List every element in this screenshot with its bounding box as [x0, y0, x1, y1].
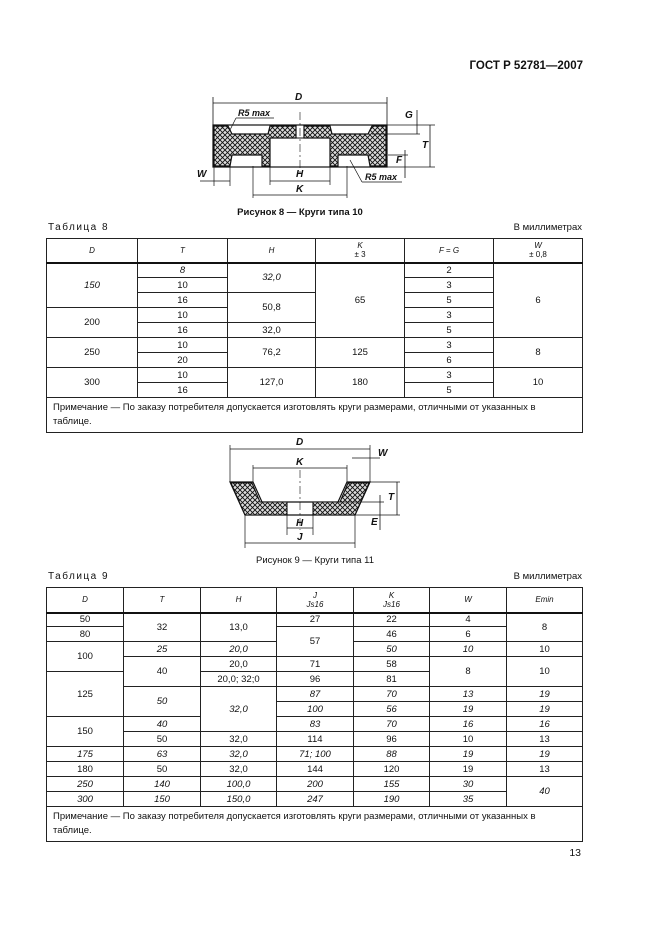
label-H: H [296, 169, 304, 180]
table-row: 16 5 [47, 383, 583, 398]
label-W-fig9: W [378, 448, 388, 459]
label-T-fig9: T [388, 492, 395, 503]
label-T: T [422, 140, 429, 151]
th-T: T [138, 239, 228, 263]
table-row: 150 8 32,0 65 2 6 [47, 263, 583, 278]
label-R5-top: R5 max [238, 108, 271, 118]
table-row: 50 32,0 87 70 13 19 [47, 687, 583, 702]
table-8-label: Таблица 8 [48, 222, 110, 233]
th-H: H [228, 239, 316, 263]
table-row: 300 150 150,0 247 190 35 [47, 792, 583, 807]
figure-8-caption: Рисунок 8 — Круги типа 10 [237, 207, 363, 218]
label-D: D [295, 92, 303, 103]
th-W: W ± 0,8 [494, 239, 583, 263]
table-row: 250 10 76,2 125 3 8 [47, 338, 583, 353]
table-row: 180 50 32,0 144 120 19 13 [47, 762, 583, 777]
table-8 [46, 238, 583, 433]
table-9-note: Примечание — По заказу потребителя допускается изготовлять круги размерами, отличными от указанных в таблице. [47, 807, 583, 842]
table-row: 16 50,8 5 [47, 293, 583, 308]
table-8-units: В миллиметрах [513, 222, 582, 233]
table-row: 40 20,0 71 58 8 10 [47, 657, 583, 672]
th-H: H [201, 588, 277, 613]
table-9-units: В миллиметрах [513, 571, 582, 582]
label-K: K [296, 184, 304, 195]
table-row: 100 25 20,0 50 10 10 [47, 642, 583, 657]
table-row: 16 32,0 5 [47, 323, 583, 338]
page-number: 13 [569, 847, 581, 859]
th-FG: F = G [405, 239, 494, 263]
table-row: 10 3 [47, 278, 583, 293]
label-E-fig9: E [371, 517, 378, 528]
label-G: G [405, 110, 413, 121]
label-K-fig9: K [296, 457, 304, 468]
table-row: 250 140 100,0 200 155 30 40 [47, 777, 583, 792]
th-J: J Js16 [277, 588, 354, 613]
table-9 [46, 587, 583, 842]
table-9-label: Таблица 9 [48, 571, 110, 582]
table-row: 50 32 13,0 27 22 4 8 [47, 613, 583, 627]
label-W: W [197, 169, 207, 180]
label-H-fig9: H [296, 518, 304, 529]
table-row: 20 6 [47, 353, 583, 368]
figure-9-caption: Рисунок 9 — Круги типа 11 [256, 555, 374, 566]
th-K: K ± 3 [316, 239, 405, 263]
table-row: 200 10 3 [47, 308, 583, 323]
th-T: T [124, 588, 201, 613]
label-J-fig9: J [297, 532, 303, 543]
th-D: D [47, 588, 124, 613]
table-row: 300 10 127,0 180 3 10 [47, 368, 583, 383]
label-R5-bottom: R5 max [365, 172, 398, 182]
table-row: 125 20,0; 32;0 96 81 [47, 672, 583, 687]
table-row: 50 32,0 114 96 10 13 [47, 732, 583, 747]
standard-number: ГОСТ Р 52781—2007 [469, 60, 583, 72]
th-Emin: Emin [507, 588, 583, 613]
table-row: 100 56 19 19 [47, 702, 583, 717]
label-D-fig9: D [296, 437, 304, 448]
th-D: D [47, 239, 138, 263]
th-K: K Js16 [354, 588, 430, 613]
table-row: 80 57 46 6 [47, 627, 583, 642]
th-W: W [430, 588, 507, 613]
table-row: 150 40 83 70 16 16 [47, 717, 583, 732]
table-8-note: Примечание — По заказу потребителя допускается изготовлять круги размерами, отличными от указанных в таблице. [47, 398, 583, 433]
label-F: F [396, 155, 403, 166]
table-row: 175 63 32,0 71; 100 88 19 19 [47, 747, 583, 762]
